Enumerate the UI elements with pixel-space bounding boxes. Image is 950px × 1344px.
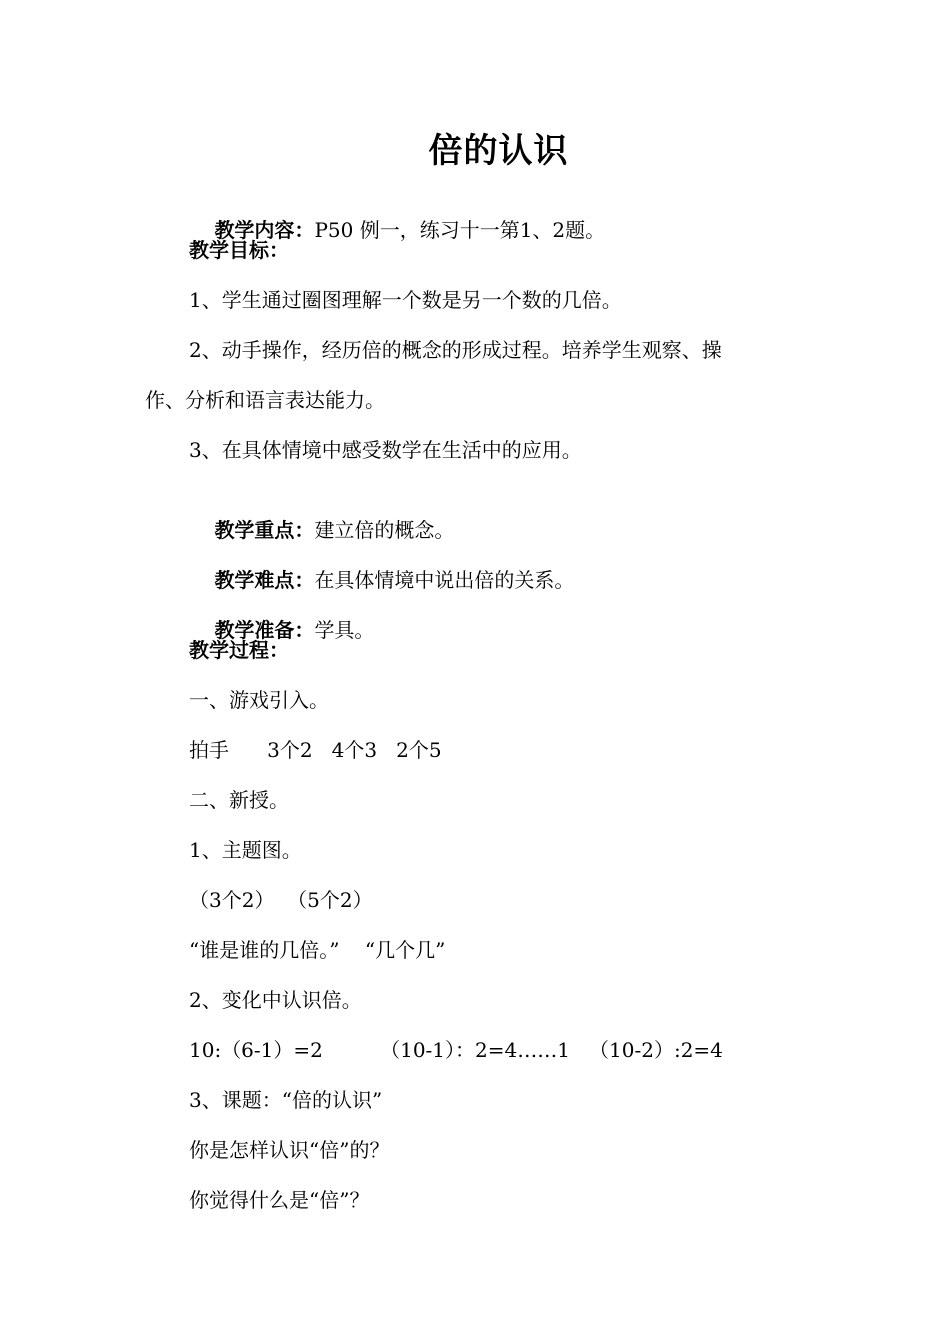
objective-item-2-line-2: 作、分析和语言表达能力。 bbox=[145, 388, 385, 412]
process-step-1: 1、主题图。 bbox=[189, 838, 302, 862]
objective-item-1: 1、学生通过圈图理解一个数是另一个数的几倍。 bbox=[189, 288, 622, 312]
document-title: 倍的认识 bbox=[428, 131, 569, 171]
preparation-label: 教学准备： bbox=[214, 618, 315, 642]
preparation-text: 学具。 bbox=[314, 618, 375, 642]
teaching-process-label: 教学过程： bbox=[189, 638, 289, 662]
objective-item-2-line-1: 2、动手操作，经历倍的概念的形成过程。培养学生观察、操 bbox=[189, 338, 722, 362]
division-formulas-line: 10:（6-1）=2 （10-1）：2=4……1 （10-2）:2=4 bbox=[189, 1038, 723, 1062]
teaching-content-text: P50 例一，练习十一第1、2题。 bbox=[314, 218, 606, 242]
group-examples-line: （3个2） （5个2） bbox=[189, 888, 373, 912]
teaching-content-label: 教学内容： bbox=[214, 218, 315, 242]
question-line-2: 你觉得什么是“倍”？ bbox=[189, 1188, 370, 1212]
objective-item-3: 3、在具体情境中感受数学在生活中的应用。 bbox=[189, 438, 582, 462]
clap-game-line: 拍手 3个2 4个3 2个5 bbox=[189, 738, 442, 762]
difficulty-text: 在具体情境中说出倍的关系。 bbox=[314, 568, 575, 592]
process-part-1-heading: 一、游戏引入。 bbox=[189, 688, 329, 712]
question-line-1: 你是怎样认识“倍”的？ bbox=[189, 1138, 390, 1162]
teaching-objectives-label: 教学目标： bbox=[189, 238, 289, 262]
process-step-3: 3、课题：“倍的认识” bbox=[189, 1088, 383, 1112]
quote-phrases-line: “谁是谁的几倍。” “几个几” bbox=[189, 938, 446, 962]
process-part-2-heading: 二、新授。 bbox=[189, 788, 289, 812]
difficulty-label: 教学难点： bbox=[214, 568, 315, 592]
key-point-label: 教学重点： bbox=[214, 518, 315, 542]
process-step-2: 2、变化中认识倍。 bbox=[189, 988, 362, 1012]
key-point-text: 建立倍的概念。 bbox=[314, 518, 455, 542]
